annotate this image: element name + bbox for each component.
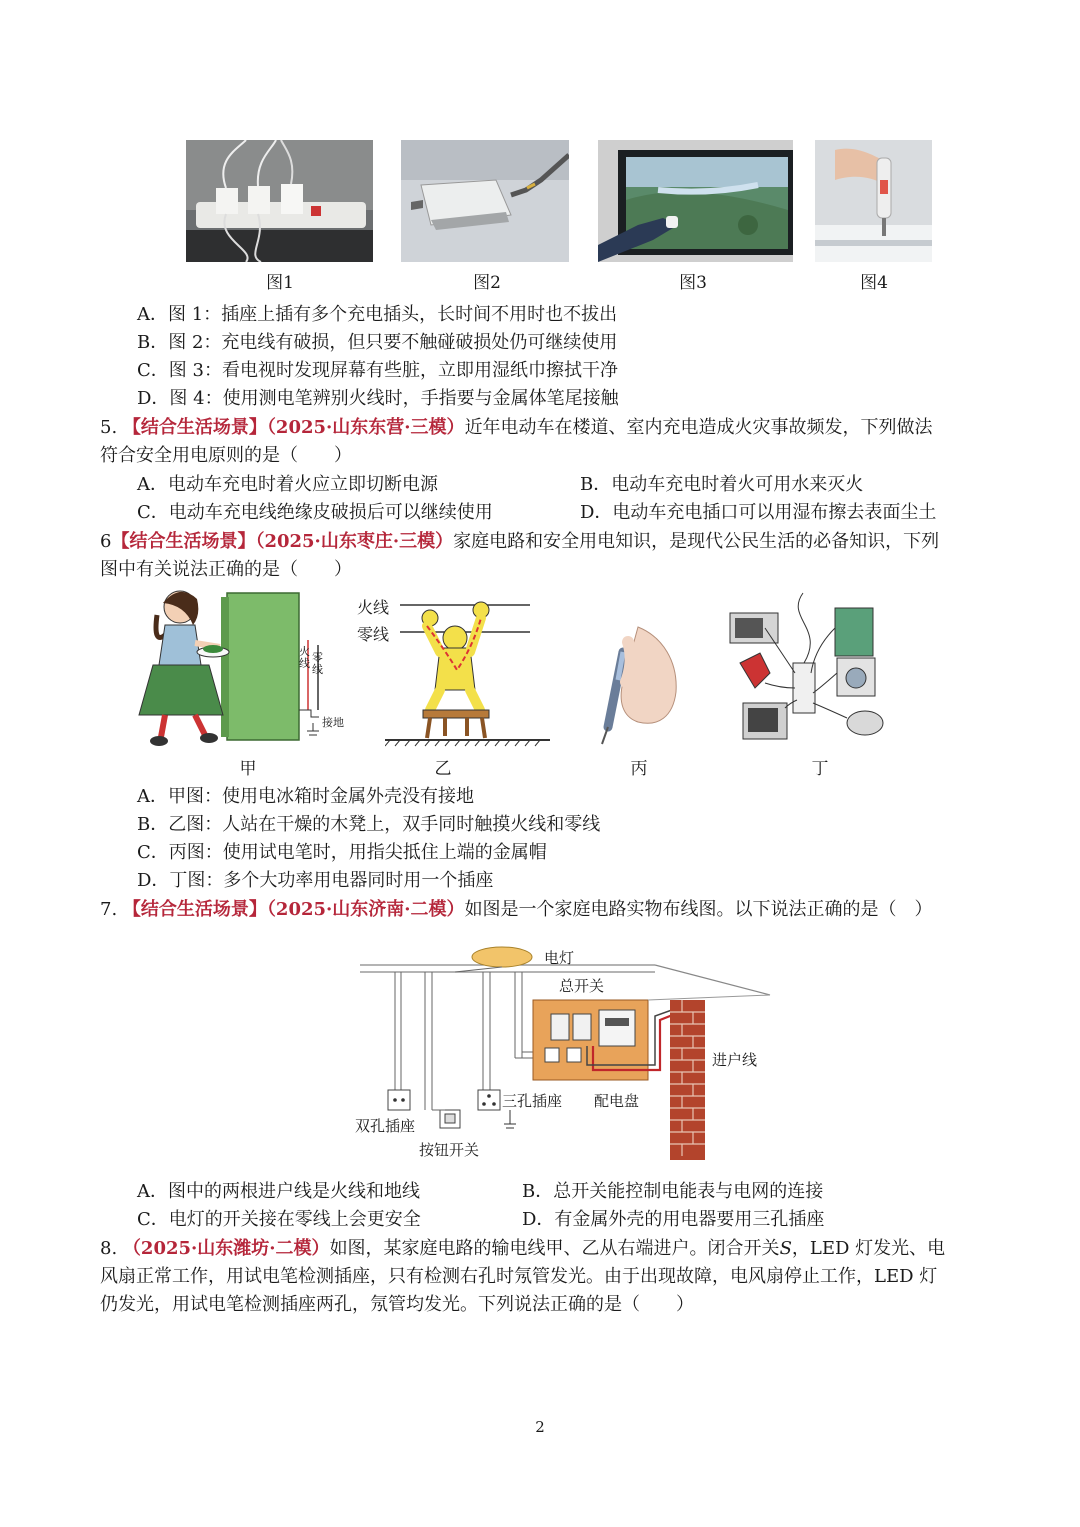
q8-stem-text-cont: ，LED 灯发光、电 — [791, 1238, 946, 1259]
q6-source: （2025·山东枣庄·三模） — [255, 531, 454, 552]
q7-option-c: C．电灯的开关接在零线上会更安全 — [137, 1209, 421, 1230]
two-hole-socket-label: 双孔插座 — [355, 1117, 416, 1135]
q5-tag: 【结合生活场景】 — [122, 417, 267, 438]
q5-stem-line2: 符合安全用电原则的是（ ） — [100, 445, 352, 466]
q7-number: 7. — [100, 899, 118, 920]
figure-caption: 甲 — [239, 759, 257, 779]
q7-stem-text: 如图是一个家庭电路实物布线图。以下说法正确的是（ ） — [464, 899, 933, 920]
fridge-zero-wire-label: 零线 — [312, 651, 323, 676]
illustration-man-on-stool — [385, 590, 550, 750]
photo-power-strip — [186, 140, 373, 262]
q5-option-c: C．电动车充电线绝缘皮破损后可以继续使用 — [137, 502, 493, 523]
illustration-overloaded-socket — [725, 588, 895, 750]
illustration-test-pen-hand — [578, 622, 688, 747]
q6-option-c: C．丙图：使用试电笔时，用指尖抵住上端的金属帽 — [137, 842, 547, 863]
photo-tv-screen — [598, 140, 793, 262]
q5-stem-line1 — [100, 414, 933, 442]
fridge-fire-wire-label: 火线 — [299, 645, 310, 670]
q6-stem-text: 家庭电路和安全用电知识，是现代公民生活的必备知识，下列 — [453, 531, 940, 552]
q6-option-b: B．乙图：人站在干燥的木凳上，双手同时触摸火线和零线 — [137, 814, 601, 835]
q4-option-c: C．图 3：看电视时发现屏幕有些脏，立即用湿纸巾擦拭干净 — [137, 360, 618, 381]
q6-stem-line2: 图中有关说法正确的是（ ） — [100, 559, 352, 580]
q4-option-b: B．图 2：充电线有破损，但只要不触碰破损处仍可继续使用 — [137, 332, 618, 353]
figure-caption: 丙 — [630, 759, 648, 779]
q4-option-d: D．图 4：使用测电笔辨别火线时，手指要与金属体笔尾接触 — [137, 388, 619, 409]
q5-number: 5. — [100, 417, 118, 438]
q8-stem-text: 如图，某家庭电路的输电线甲、乙从右端进户。闭合开关 — [329, 1238, 780, 1259]
q5-source: （2025·山东东营·三模） — [266, 417, 465, 438]
q6-tag: 【结合生活场景】 — [111, 531, 256, 552]
main-switch-label: 总开关 — [559, 977, 605, 995]
page-number: 2 — [535, 1418, 545, 1436]
figure-caption: 乙 — [434, 759, 452, 779]
q5-option-d: D．电动车充电插口可以用湿布擦去表面尘土 — [580, 502, 937, 523]
switch-symbol: S — [779, 1238, 792, 1259]
q6-option-d: D．丁图：多个大功率用电器同时用一个插座 — [137, 870, 494, 891]
q7-option-b: B．总开关能控制电能表与电网的连接 — [522, 1181, 824, 1202]
q8-stem-line2: 风扇正常工作，用试电笔检测插座，只有检测右孔时氖管发光。由于出现故障，电风扇停止工作，LED 灯 — [100, 1266, 938, 1287]
q7-option-d: D．有金属外壳的用电器要用三孔插座 — [522, 1209, 825, 1230]
q6-option-a: A．甲图：使用电冰箱时金属外壳没有接地 — [137, 786, 474, 807]
q6-stem-line1 — [100, 528, 939, 556]
figure-caption: 图2 — [473, 273, 501, 293]
distribution-panel-label: 配电盘 — [594, 1092, 640, 1110]
q7-option-a: A．图中的两根进户线是火线和地线 — [137, 1181, 420, 1202]
figure-caption: 图1 — [266, 273, 294, 293]
q7-tag: 【结合生活场景】 — [122, 899, 267, 920]
three-hole-socket-label: 三孔插座 — [502, 1092, 563, 1110]
incoming-line-label: 进户线 — [712, 1051, 758, 1069]
q5-option-b: B．电动车充电时着火可用水来灭火 — [580, 474, 864, 495]
photo-damaged-charger — [401, 140, 569, 262]
q7-stem — [100, 896, 933, 924]
photo-test-pen — [815, 140, 932, 262]
lamp-label: 电灯 — [544, 949, 575, 967]
button-switch-label: 按钮开关 — [419, 1141, 480, 1159]
q8-number: 8. — [100, 1238, 118, 1259]
figure-caption: 丁 — [811, 759, 829, 779]
q8-stem-line3: 仍发光，用试电笔检测插座两孔，氖管均发光。下列说法正确的是（ ） — [100, 1294, 694, 1315]
q7-source: （2025·山东济南·二模） — [266, 899, 465, 920]
q4-option-a: A．图 1：插座上插有多个充电插头，长时间不用时也不拔出 — [137, 304, 618, 325]
q6-number: 6 — [100, 531, 112, 552]
q5-stem-text: 近年电动车在楼道、室内充电造成火灾事故频发，下列做法 — [464, 417, 933, 438]
q5-option-a: A．电动车充电时着火应立即切断电源 — [137, 474, 438, 495]
fridge-ground-label: 接地 — [322, 716, 344, 729]
q8-source: （2025·山东潍坊·二模） — [122, 1238, 330, 1259]
fire-wire-label: 火线 — [357, 598, 390, 617]
figure-caption: 图3 — [679, 273, 707, 293]
q8-stem-line1 — [100, 1235, 945, 1263]
figure-caption: 图4 — [860, 273, 888, 293]
zero-wire-label: 零线 — [357, 625, 390, 644]
